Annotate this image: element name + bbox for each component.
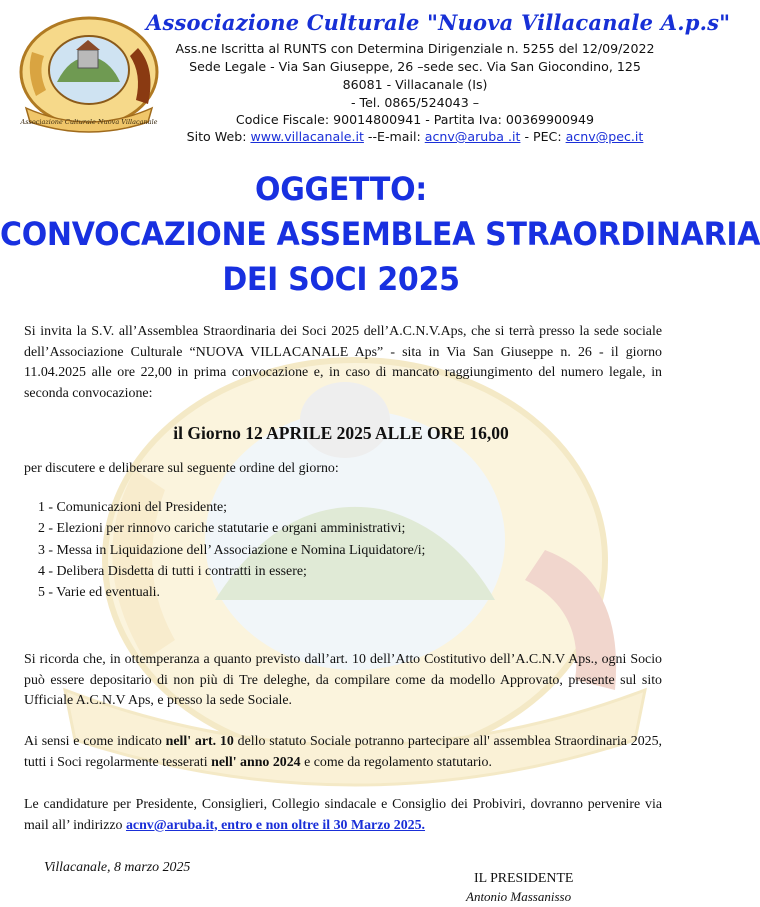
web-label: Sito Web: xyxy=(186,129,251,144)
header-line-contacts xyxy=(150,129,680,144)
document-title: CONVOCAZIONE ASSEMBLEA STRAORDINARIA xyxy=(0,215,760,254)
document-title-year: DEI SOCI 2025 xyxy=(222,260,460,299)
header-line-city: 86081 - Villacanale (Is) xyxy=(342,77,488,92)
meeting-date: il Giorno 12 APRILE 2025 ALLE ORE 16,00 xyxy=(173,423,509,443)
statute-text: dello statuto Sociale potranno partecipare all' assemblea Straordinaria 2025, tutti i Soci regolarmente tesserati xyxy=(24,734,662,770)
pec-link[interactable]: acnv@pec.it xyxy=(565,129,644,144)
association-logo xyxy=(12,12,166,134)
place-and-date: Villacanale, 8 marzo 2025 xyxy=(44,860,191,875)
statute-article: nell' art. 10 xyxy=(165,734,234,749)
header-line-tax: Codice Fiscale: 90014800941 - Partita Iva: 00369900949 xyxy=(235,112,595,127)
agenda-item: 4 - Delibera Disdetta di tutti i contratti in essere; xyxy=(38,564,307,579)
intro-paragraph: Si invita la S.V. all’Assemblea Straordinaria dei Soci 2025 dell’A.C.N.V.Aps, che si terrà presso la sede sociale dell’Associazione Culturale “NUOVA VILLACANALE Aps” - sita in Via San Giuseppe n. 26 - il giorno 11.04.2025 alle ore 22,00 in prima convocazione e, in caso di mancato raggiungimento del numero legale, in seconda convocazione: xyxy=(24,324,662,401)
candidates-text: Le candidature per Presidente, Consiglieri, Collegio sindacale e Consiglio dei Probiviri, dovranno pervenire via mail all’ indirizzo xyxy=(24,797,662,833)
email-label: --E-mail: xyxy=(363,129,425,144)
organization-name: Associazione Culturale "Nuova Villacanale A.p.s" xyxy=(146,10,731,35)
agenda-item: 2 - Elezioni per rinnovo cariche statutarie e organi amministrativi; xyxy=(38,521,406,536)
candidates-email-link[interactable]: acnv@aruba.it, entro e non oltre il 30 Marzo 2025. xyxy=(125,817,426,833)
pec-label: - PEC: xyxy=(520,129,566,144)
candidates-paragraph xyxy=(24,795,662,836)
header-line-registration: Ass.ne Iscritta al RUNTS con Determina Dirigenziale n. 5255 del 12/09/2022 xyxy=(175,41,655,56)
agenda-item: 3 - Messa in Liquidazione dell’ Associazione e Nomina Liquidatore/i; xyxy=(38,543,426,558)
signatory-role: IL PRESIDENTE xyxy=(474,871,574,886)
proxy-paragraph: Si ricorda che, in ottemperanza a quanto previsto dall’art. 10 dell’Atto Costitutivo dell’A.C.N.V Aps., ogni Socio può essere depositario di non più di Tre deleghe, da compilare come da modello Approvato, presente sul sito Ufficiale A.C.N.V Aps, e presso la sede Sociale. xyxy=(24,652,662,708)
header-line-phone: - Tel. 0865/524043 – xyxy=(350,95,480,110)
agenda-item: 1 - Comunicazioni del Presidente; xyxy=(38,500,228,515)
agenda-intro: per discutere e deliberare sul seguente ordine del giorno: xyxy=(24,461,339,476)
subject-label: OGGETTO: xyxy=(255,170,427,209)
agenda-item: 5 - Varie ed eventuali. xyxy=(38,585,161,600)
statute-text: Ai sensi e come indicato xyxy=(24,734,166,749)
email-link[interactable]: acnv@aruba .it xyxy=(424,129,521,144)
header-line-address: Sede Legale - Via San Giuseppe, 26 –sede sec. Via San Giocondino, 125 xyxy=(189,59,641,74)
statute-paragraph xyxy=(24,732,662,773)
membership-year: nell' anno 2024 xyxy=(211,754,301,770)
website-link[interactable]: www.villacanale.it xyxy=(250,129,364,144)
statute-text: e come da regolamento statutario. xyxy=(300,754,492,770)
svg-text:Associazione Culturale Nuova V: Associazione Culturale Nuova Villacanale xyxy=(20,118,158,126)
signatory-name: Antonio Massanisso xyxy=(466,889,572,904)
